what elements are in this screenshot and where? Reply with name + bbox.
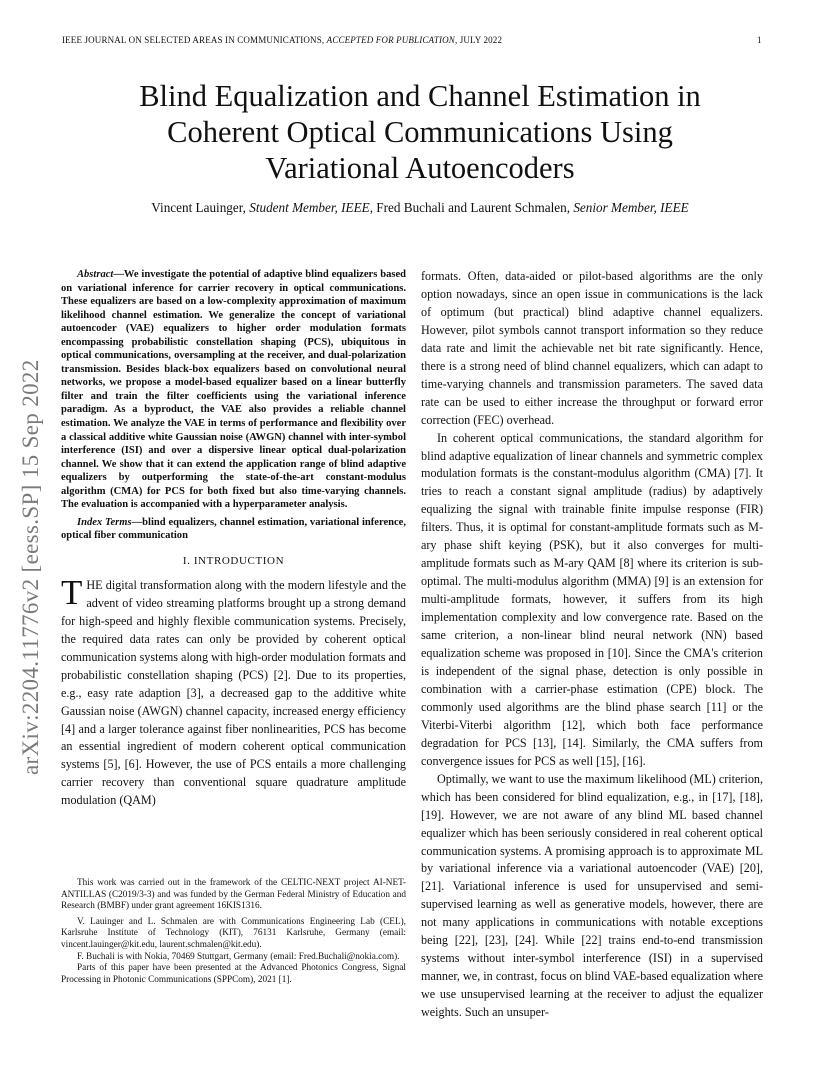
author-line: Vincent Lauinger, Student Member, IEEE, Fred Buchali and Laurent Schmalen, Senior Member, IEEE <box>151 200 689 215</box>
arxiv-stamp: arXiv:2204.11776v2 [eess.SP] 15 Sep 2022 <box>18 359 43 775</box>
footnotes <box>61 878 406 986</box>
left-column <box>61 268 406 810</box>
paragraph: formats. Often, data-aided or pilot-based algorithms are the only option nowadays, since an open issue in communications is the lack of optimum (but practical) blind adaptive channel equalizers. However, pilot symbols cannot transport information so they reduce data rate and limit the achievable net bit rate significantly. Hence, there is a strong need of blind channel equalizers, which can adapt to time-varying channels and transmission parameters. The saved data rate can be used to either increase the throughput or forward error correction (FEC) overhead. <box>421 269 763 427</box>
abstract: Abstract—We investigate the potential of adaptive blind equalizers based on variational inference for carrier recovery in optical communications. These equalizers are based on a low-complexity approximation of maximum likelihood channel estimation. We generalize the concept of variational autoencoder (VAE) equalizers to higher order modulation formats encompassing probabilistic constellation shaping (PCS), ubiquitous in optical communications, oversampling at the receiver, and dual-polarization transmission. Besides black-box equalizers based on convolutional neural networks, we propose a model-based equalizer based on a linear butterfly filter and train the filter coefficients using the variational inference paradigm. As a byproduct, the VAE also provides a reliable channel estimation. We analyze the VAE in terms of performance and flexibility over a classical additive white Gaussian noise (AWGN) channel with inter-symbol interference (ISI) and over a dispersive linear optical dual-polarization channel. We show that it can extend the application range of blind adaptive equalizers by outperforming the state-of-the-art constant-modulus algorithm (CMA) for PCS for both fixed but also time-varying channels. The evaluation is accompanied with a hyperparameter analysis. <box>61 269 406 511</box>
footnote: Parts of this paper have been presented at the Advanced Photonics Congress, Signal Processing in Photonic Communications (SPPCom), 2021 [1]. <box>61 963 406 985</box>
footnote: F. Buchali is with Nokia, 70469 Stuttgart, Germany (email: Fred.Buchali@nokia.com). <box>77 951 400 962</box>
right-column <box>421 268 763 1022</box>
paragraph: In coherent optical communications, the standard algorithm for blind adaptive equalization of linear channels and symmetric complex modulation formats is the constant-modulus algorithm (CMA) [7]. It tries to reach a constant signal amplitude (radius) by adaptively equalizing the signal with trainable finite impulse response (FIR) filters. Thus, it is optimal for constant-amplitude formats such as M-ary phase shift keying (PSK), but it also converges for multi-amplitude formats such as M-ary QAM [8] where its criterion is sub-optimal. The multi-modulus algorithm (MMA) [9] is an extension for multi-amplitude formats, however, it suffers from its high implementation complexity and low convergence rate. Based on the same criterion, a non-linear blind neural network (NN) based equalization scheme was proposed in [10]. Since the CMA's criterion is independent of the signal phase, detection is only possible in combination with a carrier-phase estimation (CPE) block. The commonly used algorithms are the blind phase search [11] or the Viterbi-Viterbi algorithm [12], which both face performance degradation for PCS [13], [14]. Similarly, the CMA suffers from convergence issues for PCS as well [15], [16]. <box>421 430 763 768</box>
paragraph: Optimally, we want to use the maximum likelihood (ML) criterion, which has been considered for blind equalization, e.g., in [17], [18], [19]. However, we are not aware of any blind ML based channel equalizer which has been seriously considered in real coherent optical communication systems. A promising approach is to approximate ML by variational inference via a variational autoencoder (VAE) [20], [21]. Variational inference is used for unsupervised and semi-supervised learning as well as generative models, however, there are not many applications in communications with notable exceptions being [22], [23], [24]. While [22] trains end-to-end transmission systems without inter-symbol interference (ISI) in a supervised manner, we, in contrast, focus on blind VAE-based equalization where we use unsupervised learning at the receiver to adjust the equalizer weights. Such an unsuper- <box>421 771 763 1020</box>
running-header: IEEE JOURNAL ON SELECTED AREAS IN COMMUNICATIONS, ACCEPTED FOR PUBLICATION, JULY 2022 <box>62 35 503 45</box>
footnote: V. Lauinger and L. Schmalen are with Communications Engineering Lab (CEL), Karlsruhe Institute of Technology (KIT), 76131 Karlsruhe, Germany (email: vincent.lauinger@kit.edu, laurent.schmalen@kit.edu). <box>61 916 406 950</box>
page-number: 1 <box>757 35 762 45</box>
paper-title: Blind Equalization and Channel Estimation in Coherent Optical Communications Using Variational Autoencoders <box>139 79 701 185</box>
intro-paragraph: THE digital transformation along with the modern lifestyle and the advent of video streaming platforms brought up a strong demand for high-speed and highly flexible communication systems. Precisely, the required data rates can only be provided by coherent optical communication systems along with high-order modulation formats and probabilistic constellation shaping (PCS) [2]. Due to its properties, e.g., easy rate adaption [3], a decreased gap to the additive white Gaussian noise (AWGN) channel capacity, increased energy efficiency [4] and a larger tolerance against fiber nonlinearities, PCS has become an essential ingredient of modern coherent optical communication systems [5], [6]. However, the use of PCS entails a more challenging carrier recovery than conventional square quadrature amplitude modulation (QAM) <box>61 572 406 808</box>
index-terms: Index Terms—blind equalizers, channel estimation, variational inference, optical fiber communication <box>61 516 407 542</box>
footnote: This work was carried out in the framework of the CELTIC-NEXT project AI-NET-ANTILLAS (C2019/3-3) and was funded by the German Federal Ministry of Education and Research (BMBF) under grant agreement 16KIS1316. <box>61 878 406 912</box>
section-heading: I. INTRODUCTION <box>182 554 285 567</box>
